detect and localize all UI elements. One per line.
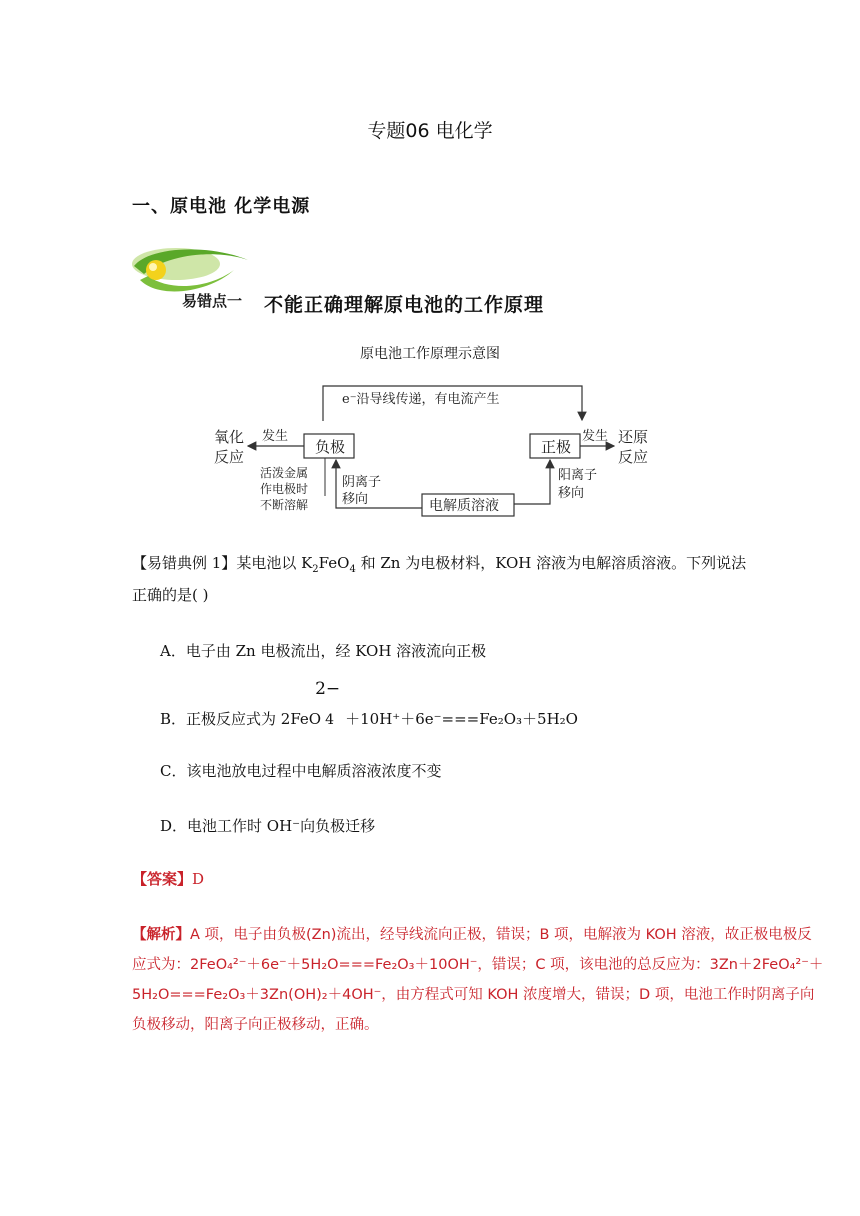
cation-arrow — [514, 460, 550, 504]
analysis-line-3: 5H₂O===Fe₂O₃＋3Zn(OH)₂＋4OH⁻，由方程式可知 KOH 浓度增大，错误；D 项，电池工作时阴离子向 — [132, 987, 815, 1003]
answer-label: 【答案】 — [132, 870, 193, 888]
option-b: B．正极反应式为 2FeO 2− 4 ＋10H⁺＋6e⁻===Fe₂O₃＋5H₂O — [160, 679, 578, 728]
electron-flow-label: e⁻沿导线传递，有电流产生 — [342, 392, 500, 407]
analysis-line-1: 【解析】A 项，电子由负极(Zn)流出，经导线流向正极，错误；B 项，电解液为 KOH 溶液，故正极电极反 — [132, 927, 812, 943]
negative-note-2: 作电极时 — [260, 482, 309, 496]
anion-label-1: 阴离子 — [342, 475, 382, 490]
cation-label-2: 移向 — [558, 486, 585, 501]
positive-electrode-label: 正极 — [541, 438, 572, 456]
logo-sun — [146, 260, 166, 280]
logo-text: 易错点一 — [182, 292, 243, 310]
answer-value: D — [192, 870, 205, 888]
cation-label-1: 阳离子 — [558, 468, 598, 483]
answer — [132, 868, 204, 890]
option-a: A．电子由 Zn 电极流出，经 KOH 溶液流向正极 — [160, 642, 487, 660]
oxidation-label-2: 反应 — [214, 448, 245, 466]
reduction-label-2: 反应 — [618, 448, 649, 466]
option-b-charge: 2− — [315, 679, 341, 699]
question-label: 【易错典例 1】 — [132, 554, 237, 572]
page-title: 专题06 电化学 — [367, 120, 493, 142]
anion-label-2: 移向 — [342, 492, 369, 507]
analysis-label: 【解析】 — [132, 927, 190, 943]
question-stem-line1: 【易错典例 1】某电池以 $K_2FeO_4$ 和 Zn 为电极材料，KOH 溶液为电解溶质溶液。下列说法 — [132, 554, 747, 575]
negative-electrode-label: 负极 — [315, 438, 346, 456]
left-occur-label: 发生 — [262, 429, 289, 444]
diagram-caption: 原电池工作原理示意图 — [360, 346, 500, 362]
question-stem-line2: 正确的是( ) — [132, 586, 209, 604]
banner-title: 不能正确理解原电池的工作原理 — [264, 294, 545, 316]
electrolyte-label: 电解质溶液 — [429, 498, 499, 514]
right-occur-label: 发生 — [582, 429, 609, 444]
analysis-line-4: 负极移动，阳离子向正极移动，正确。 — [132, 1017, 379, 1033]
option-d: D．电池工作时 OH⁻向负极迁移 — [160, 817, 376, 835]
negative-note-3: 不断溶解 — [260, 498, 309, 512]
analysis-line-2: 应式为：2FeO₄²⁻＋6e⁻＋5H₂O===Fe₂O₃＋10OH⁻，错误；C 项，该电池的总反应为：3Zn＋2FeO₄²⁻＋ — [132, 957, 824, 973]
galvanic-cell-diagram — [212, 376, 656, 518]
negative-note-1: 活泼金属 — [260, 466, 309, 480]
option-c: C．该电池放电过程中电解质溶液浓度不变 — [160, 762, 442, 780]
oxidation-label-1: 氧化 — [214, 428, 245, 446]
reduction-label-1: 还原 — [618, 428, 649, 446]
option-b-subscript: 4 — [325, 712, 335, 728]
analysis-block — [132, 920, 852, 1040]
section-heading: 一、原电池 化学电源 — [132, 196, 311, 217]
error-point-logo — [130, 244, 264, 320]
